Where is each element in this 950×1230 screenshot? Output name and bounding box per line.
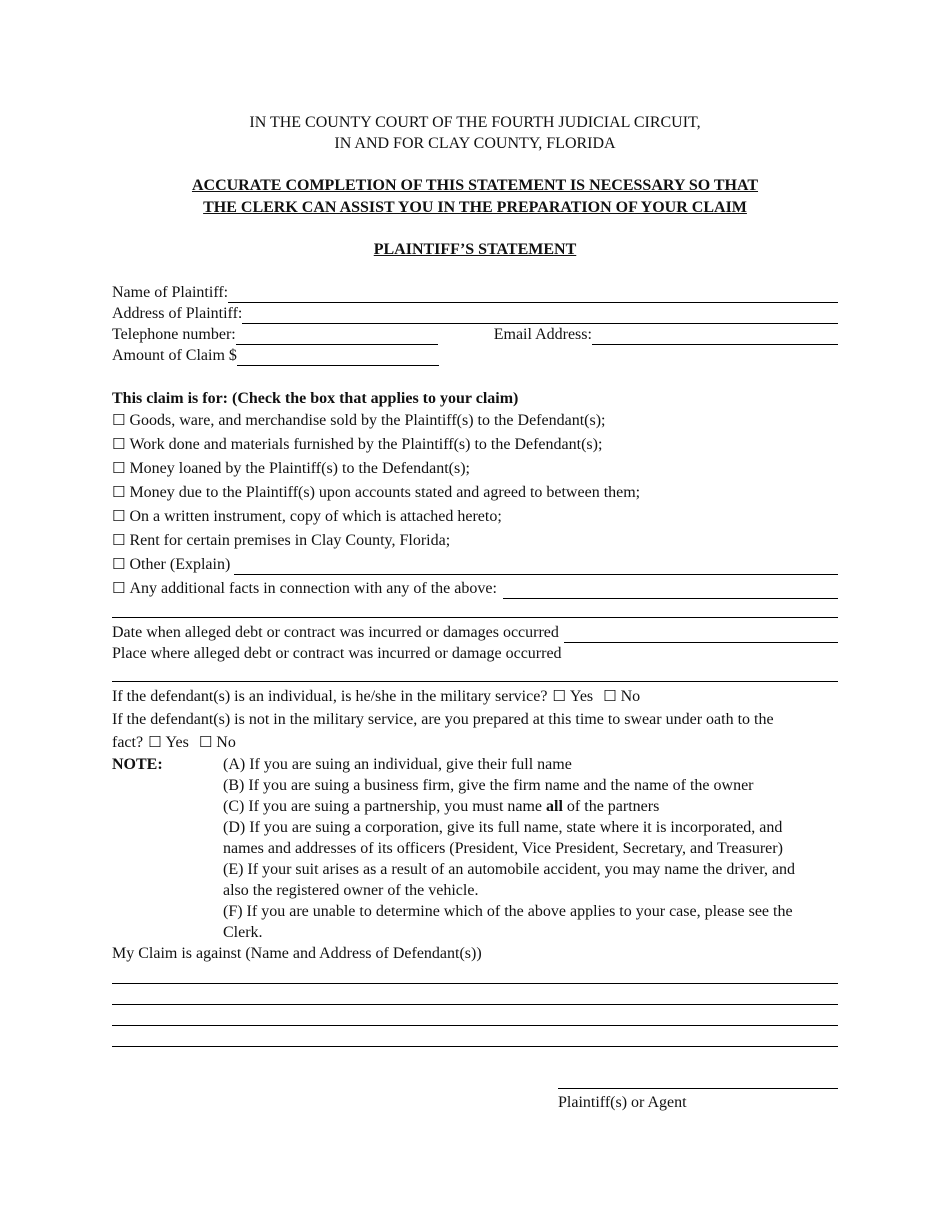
note-e-line-2: also the registered owner of the vehicle. bbox=[223, 882, 479, 899]
email-field[interactable] bbox=[592, 328, 838, 345]
amount-label: Amount of Claim $ bbox=[112, 347, 237, 364]
debt-date-field[interactable] bbox=[564, 626, 838, 643]
claim-option-label: Rent for certain premises in Clay County, Florida; bbox=[129, 532, 451, 549]
note-b: (B) If you are suing a business firm, give the firm name and the name of the owner bbox=[223, 777, 754, 794]
military-question-2-line-2 bbox=[112, 732, 838, 753]
claim-option-accounts bbox=[112, 482, 838, 503]
signature-label: Plaintiff(s) or Agent bbox=[558, 1094, 687, 1111]
plaintiff-address-label: Address of Plaintiff: bbox=[112, 305, 243, 322]
yes-label: Yes bbox=[569, 688, 594, 705]
checkbox-icon[interactable]: ☐ bbox=[198, 733, 213, 751]
claim-option-label: Work done and materials furnished by the Plaintiff(s) to the Defendant(s); bbox=[129, 436, 603, 453]
plaintiff-address-row bbox=[112, 303, 838, 324]
note-d-line-2: names and addresses of its officers (President, Vice President, Secretary, and Treasurer) bbox=[223, 840, 783, 857]
defendant-line[interactable] bbox=[112, 983, 838, 984]
debt-place-row bbox=[112, 643, 838, 664]
claim-option-label: On a written instrument, copy of which is attached hereto; bbox=[129, 508, 502, 525]
note-d-line-1: (D) If you are suing a corporation, give its full name, state where it is incorporated, and bbox=[223, 819, 783, 836]
amount-row bbox=[112, 345, 838, 366]
telephone-field[interactable] bbox=[236, 328, 438, 345]
telephone-label: Telephone number: bbox=[112, 326, 236, 343]
signature-line[interactable] bbox=[558, 1088, 838, 1089]
military-q2-text: If the defendant(s) is not in the military service, are you prepared at this time to swear under oath to the bbox=[112, 711, 774, 728]
defendant-line[interactable] bbox=[112, 1004, 838, 1005]
warning-line-1: ACCURATE COMPLETION OF THIS STATEMENT IS NECESSARY SO THAT bbox=[191, 177, 759, 194]
note-label: NOTE: bbox=[112, 756, 163, 773]
claim-option-label: Money loaned by the Plaintiff(s) to the Defendant(s); bbox=[129, 460, 470, 477]
court-header bbox=[112, 112, 838, 154]
defendant-line[interactable] bbox=[112, 1025, 838, 1026]
checkbox-icon[interactable]: ☐ bbox=[112, 555, 126, 573]
checkbox-icon[interactable]: ☐ bbox=[552, 687, 566, 705]
claim-option-label: Goods, ware, and merchandise sold by the Plaintiff(s) to the Defendant(s); bbox=[129, 412, 606, 429]
note-f-line-1: (F) If you are unable to determine which of the above applies to your case, please see the bbox=[223, 903, 793, 920]
plaintiff-name-label: Name of Plaintiff: bbox=[112, 284, 229, 301]
no-label: No bbox=[620, 688, 641, 705]
claim-option-instrument bbox=[112, 506, 838, 527]
claim-option-goods bbox=[112, 410, 838, 431]
note-f-line-2: Clerk. bbox=[223, 924, 263, 941]
note-e-line-1: (E) If your suit arises as a result of an automobile accident, you may name the driver, and bbox=[223, 861, 796, 878]
debt-place-label: Place where alleged debt or contract was incurred or damage occurred bbox=[112, 645, 562, 662]
checkbox-icon[interactable]: ☐ bbox=[112, 459, 126, 477]
military-question-1 bbox=[112, 686, 838, 707]
defendant-line[interactable] bbox=[112, 1046, 838, 1047]
yes-label: Yes bbox=[165, 734, 189, 751]
plaintiff-name-field[interactable] bbox=[228, 286, 838, 303]
additional-facts-field[interactable] bbox=[503, 582, 838, 599]
claim-heading: This claim is for: (Check the box that applies to your claim) bbox=[112, 390, 519, 407]
military-q1-text: If the defendant(s) is an individual, is he/she in the military service? bbox=[112, 688, 548, 705]
other-explain-field[interactable] bbox=[234, 558, 838, 575]
note-a: (A) If you are suing an individual, give their full name bbox=[223, 756, 572, 773]
checkbox-icon[interactable]: ☐ bbox=[148, 733, 162, 751]
debt-date-row bbox=[112, 622, 838, 643]
claim-option-work bbox=[112, 434, 838, 455]
court-line-2: IN AND FOR CLAY COUNTY, FLORIDA bbox=[334, 135, 616, 152]
military-q2-fact: fact? bbox=[112, 734, 144, 751]
plaintiff-address-field[interactable] bbox=[242, 307, 838, 324]
completion-warning bbox=[112, 175, 838, 219]
note-c: (C) If you are suing a partnership, you must name all of the partners bbox=[223, 798, 660, 815]
debt-date-label: Date when alleged debt or contract was incurred or damages occurred bbox=[112, 624, 559, 641]
claim-option-label: Any additional facts in connection with any of the above: bbox=[129, 580, 497, 597]
checkbox-icon[interactable]: ☐ bbox=[112, 483, 126, 501]
additional-facts-line[interactable] bbox=[112, 617, 838, 618]
checkbox-icon[interactable]: ☐ bbox=[112, 531, 126, 549]
claim-option-other bbox=[112, 554, 838, 575]
phone-email-row bbox=[112, 324, 838, 345]
page-title: PLAINTIFF’S STATEMENT bbox=[373, 241, 577, 258]
defendant-label: My Claim is against (Name and Address of Defendant(s)) bbox=[112, 945, 482, 962]
claim-option-additional-facts bbox=[112, 578, 838, 599]
email-label: Email Address: bbox=[493, 326, 592, 343]
claim-option-rent bbox=[112, 530, 838, 551]
court-line-1: IN THE COUNTY COURT OF THE FOURTH JUDICIAL CIRCUIT, bbox=[249, 114, 701, 131]
checkbox-icon[interactable]: ☐ bbox=[112, 507, 126, 525]
checkbox-icon[interactable]: ☐ bbox=[112, 435, 126, 453]
claim-option-loan bbox=[112, 458, 838, 479]
checkbox-icon[interactable]: ☐ bbox=[112, 579, 126, 597]
checkbox-icon[interactable]: ☐ bbox=[112, 411, 126, 429]
no-label: No bbox=[216, 734, 236, 751]
claim-option-label: Other (Explain) bbox=[129, 556, 231, 573]
warning-line-2: THE CLERK CAN ASSIST YOU IN THE PREPARATION OF YOUR CLAIM bbox=[203, 199, 747, 216]
checkbox-icon[interactable]: ☐ bbox=[603, 687, 617, 705]
military-question-2-line-1 bbox=[112, 709, 838, 730]
amount-field[interactable] bbox=[237, 349, 439, 366]
claim-option-label: Money due to the Plaintiff(s) upon accounts stated and agreed to between them; bbox=[129, 484, 641, 501]
debt-place-field[interactable] bbox=[112, 681, 838, 682]
plaintiff-name-row bbox=[112, 282, 838, 303]
